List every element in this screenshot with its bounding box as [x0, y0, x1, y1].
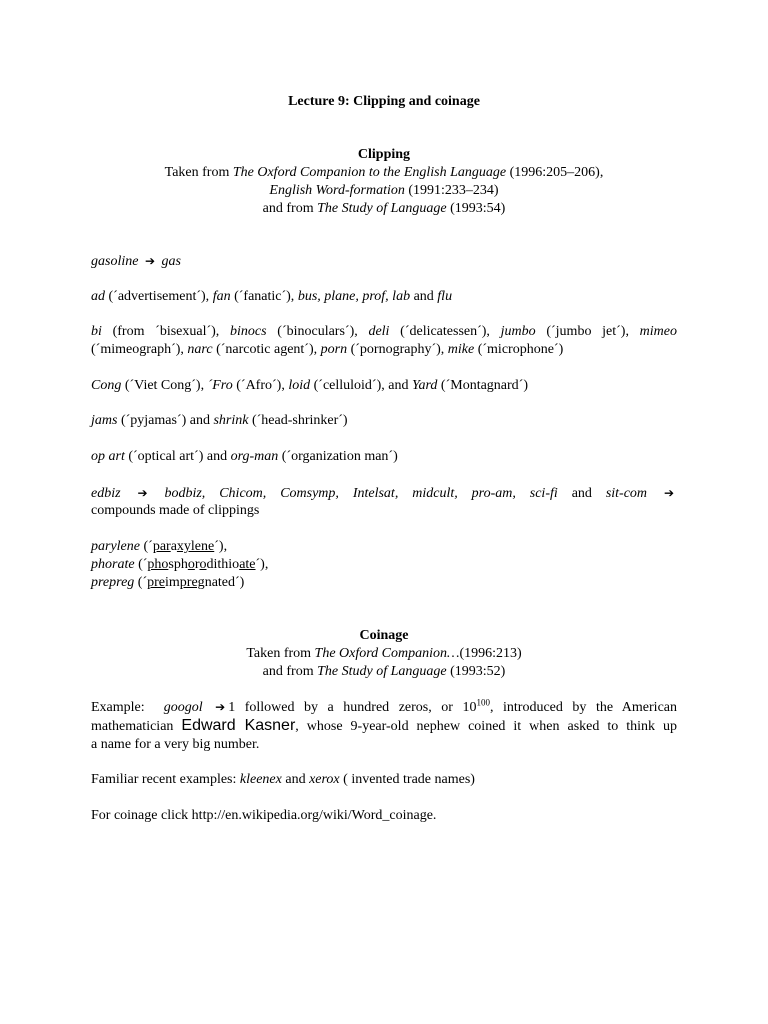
example-ad: ad (´advertisement´), fan (´fanatic´), bus, plane, prof, lab and flu — [91, 289, 453, 304]
example-op-art: op art (´optical art´) and org-man (´organization man´) — [91, 449, 398, 464]
right-arrow-icon: ➔ — [663, 486, 675, 500]
example-bi-line2: (´mimeograph´), narc (´narcotic agent´), porn (´pornography´), mike (´microphone´) — [91, 342, 564, 357]
example-compounds-line1: edbiz ➔ bodbiz, Chicom, Comsymp, Intelsat, midcult, pro-am, sci-fi and sit-com ➔ — [91, 486, 675, 501]
coinage-example-line2: mathematician Edward Kasner, whose 9-year-old nephew coined it when asked to think up — [91, 717, 677, 734]
example-prepreg: prepreg (´preimpregnated´) — [91, 575, 245, 590]
clipping-heading: Clipping — [357, 147, 411, 162]
coinage-source-1: Taken from The Oxford Companion…(1996:213) — [246, 646, 522, 661]
example-parylene: parylene (´paraxylene´), — [91, 539, 228, 554]
page-title: Lecture 9: Clipping and coinage — [288, 94, 480, 109]
example-gas: gasoline ➔ gas — [91, 254, 181, 269]
example-jams: jams (´pyjamas´) and shrink (´head-shrinker´) — [91, 413, 348, 428]
example-bi-line1: bi (from ´bisexual´), binocs (´binoculars´), deli (´delicatessen´), jumbo (´jumbo jet´), mimeo — [91, 324, 677, 339]
clipping-source-1: Taken from The Oxford Companion to the English Language (1996:205–206), — [164, 165, 604, 180]
right-arrow-icon: ➔ — [215, 700, 226, 714]
right-arrow-icon: ➔ — [137, 486, 148, 500]
right-arrow-icon: ➔ — [144, 254, 156, 268]
clipping-source-2: English Word-formation (1991:233–234) — [269, 183, 499, 198]
coinage-example-line1: Example: googol ➔ 1 followed by a hundred zeros, or $10^{100}$, introduced by the American — [91, 697, 677, 715]
example-phorate: phorate (´phosphorodithioate´), — [91, 557, 269, 572]
coinage-link-line: For coinage click http://en.wikipedia.org/wiki/Word_coinage. — [91, 808, 437, 823]
example-cong: Cong (´Viet Cong´), ´Fro (´Afro´), loid (´celluloid´), and Yard (´Montagnard´) — [91, 378, 528, 393]
coinage-familiar: Familiar recent examples: kleenex and xerox ( invented trade names) — [91, 772, 475, 787]
example-compounds-line2: compounds made of clippings — [91, 503, 260, 518]
coinage-source-2: and from The Study of Language (1993:52) — [262, 664, 506, 679]
clipping-source-3: and from The Study of Language (1993:54) — [262, 201, 506, 216]
coinage-heading: Coinage — [359, 628, 409, 643]
coinage-example-line3: a name for a very big number. — [91, 737, 260, 752]
